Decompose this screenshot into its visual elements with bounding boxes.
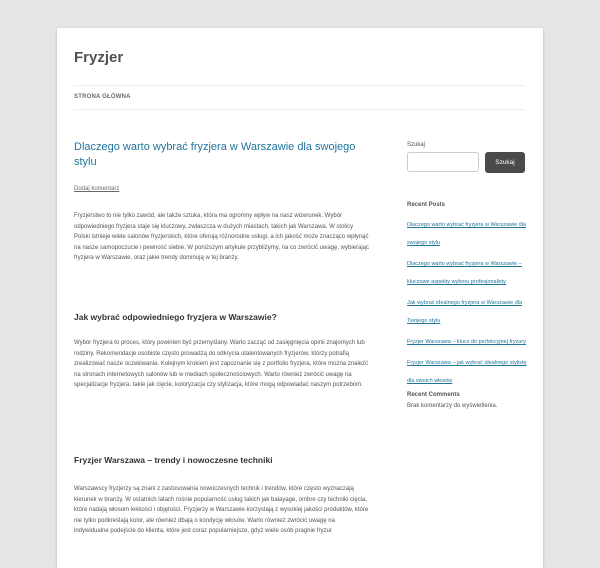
search-input[interactable] — [407, 152, 479, 172]
list-item — [407, 291, 527, 327]
recent-post-link[interactable]: Dlaczego warto wybrać fryzjera w Warszawie dla swojego stylu — [407, 222, 526, 246]
post-heading-2: Fryzjer Warszawa – trendy i nowoczesne techniki — [74, 455, 273, 465]
post-paragraph-2: Wybór fryzjera to proces, który powinien być przemyślany. Warto zacząć od zasięgnięcia opinii znajomych lub rodziny. Rekomendacje osobiste często prowadzą do odkrycia utalentowanych fryzjerów, którzy potrafią zrealizować nasze oczekiwania. Kolejnym krokiem jest zapoznanie się z portfolio fryzjera, które można znaleźć na stronach internetowych salonów lub w mediach społecznościowych. Warto również zwrócić uwagę na specjalizacje fryzjera, takie jak cięcie, koloryzacja czy stylizacja, które mogą odpowiadać naszym potrzebom. — [74, 340, 369, 389]
header-divider-top — [74, 85, 525, 86]
recent-posts-title: Recent Posts — [407, 202, 446, 208]
post-title[interactable]: Dlaczego warto wybrać fryzjera w Warszawie dla swojego stylu — [74, 141, 356, 168]
search-label: Szukaj — [407, 142, 426, 148]
add-comment-link[interactable]: Dodaj komentarz — [74, 186, 120, 192]
recent-post-link[interactable]: Fryzjer Warszawa – klucz do perfekcyjnej fryzury — [407, 339, 526, 345]
post-paragraph-intro: Fryzjerstwo to nie tylko zawód, ale także sztuka, która ma ogromny wpływ na nasz wizerunek. Wybór odpowiedniego fryzjera staje się kluczowy, zwłaszcza w dużych miastach, takich jak Warszawa. W stolicy Polski istnieje wiele salonów fryzjerskich, które oferują różnorodne usługi, a ich jakość może znacząco wpłynąć na nasze samopoczucie i pewność siebie. W poniższym artykule przybliżymy, na co zwrócić uwagę, wybierając fryzjera w Warszawie, oraz jakie trendy dominują w tej branży. — [74, 213, 370, 262]
recent-posts-list — [407, 213, 527, 390]
page-container — [57, 28, 543, 568]
nav-home-link[interactable]: STRONA GŁÓWNA — [74, 94, 131, 100]
list-item — [407, 213, 527, 249]
list-item — [407, 252, 527, 288]
recent-post-link[interactable]: Dlaczego warto wybrać fryzjera w Warszawie – kluczowe aspekty wyboru profesjonalisty — [407, 261, 522, 285]
list-item — [407, 330, 527, 348]
list-item — [407, 351, 527, 387]
recent-post-link[interactable]: Jak wybrać idealnego fryzjera w Warszawie dla Twojego stylu — [407, 300, 523, 324]
recent-post-link[interactable]: Fryzjer Warszawa – jak wybrać idealnego stylistę dla swoich włosów — [407, 360, 527, 384]
post-paragraph-3: Warszawscy fryzjerzy są znani z zastosowania nowoczesnych technik i trendów, które często wyznaczają kierunek w branży. W ostatnich latach rośnie popularność usług takich jak balayage, ombre czy techniki cięcia, które nadają włosom lekkości i objętości. Fryzjerzy w Warszawie korzystają z wysokiej jakości produktów, które nie tylko podkreślają kolor, ale również dbają o kondycję włosów. Warto również zwrócić uwagę na indywidualne podejście do klienta, które jest coraz popularniejsze, gdyż wiele osób pragnie fryzur — [74, 486, 369, 535]
header-divider-bottom — [74, 109, 525, 110]
recent-comments-title: Recent Comments — [407, 392, 460, 398]
post-heading-1: Jak wybrać odpowiedniego fryzjera w Warszawie? — [74, 312, 277, 322]
search-button[interactable]: Szukaj — [485, 152, 525, 173]
no-comments-text: Brak komentarzy do wyświetlenia. — [407, 403, 498, 409]
site-title[interactable]: Fryzjer — [74, 49, 124, 66]
